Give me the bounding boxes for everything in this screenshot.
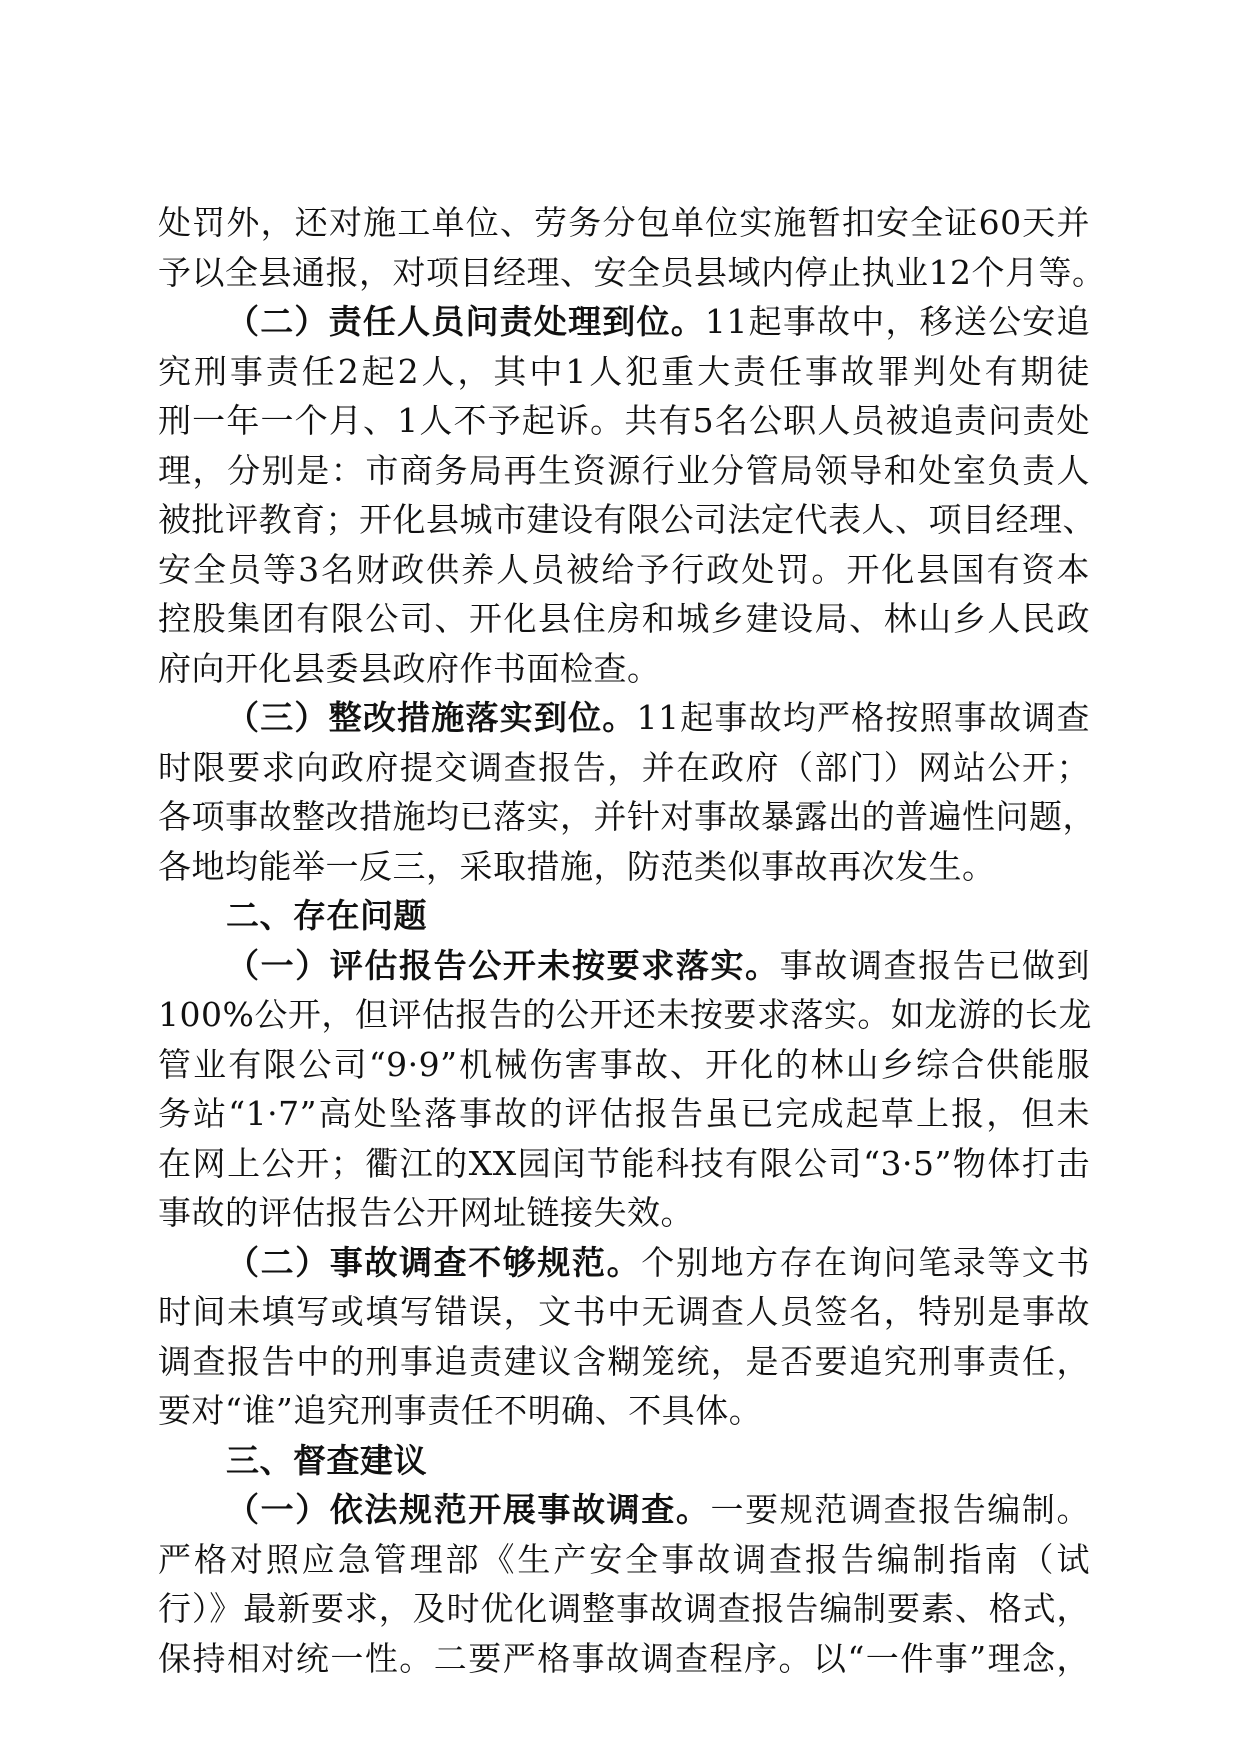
subheading-lead: （一）评估报告公开未按要求落实。 <box>226 945 780 985</box>
body-text: 个别地方存在询问笔录等文书 <box>641 1242 1091 1282</box>
paragraph-first-line <box>158 693 1090 743</box>
body-line: 要对“谁”追究刑事责任不明确、不具体。 <box>158 1391 763 1430</box>
body-line: 严格对照应急管理部《生产安全事故调查报告编制指南（试 <box>158 1539 1090 1579</box>
body-line: 各项事故整改措施均已落实，并针对事故暴露出的普遍性问题， <box>158 797 1096 836</box>
paragraph-first-line <box>158 1485 1090 1535</box>
body-text: 11起事故中，移送公安追 <box>704 302 1090 341</box>
body-line: 行）》最新要求，及时优化调整事故调查报告编制要素、格式， <box>158 1589 1090 1628</box>
subheading-lead: （一）依法规范开展事故调查。 <box>226 1490 711 1529</box>
subheading-lead: （三）整改措施落实到位。 <box>226 698 637 737</box>
body-text: 一要规范调查报告编制。 <box>710 1490 1091 1529</box>
subheading-lead: （二）责任人员问责处理到位。 <box>226 302 705 341</box>
body-line: 究刑事责任2起2人，其中1人犯重大责任事故罪判处有期徒 <box>158 351 1090 391</box>
body-line: 理，分别是：市商务局再生资源行业分管局领导和处室负责人 <box>158 450 1090 490</box>
body-line: 予以全县通报，对项目经理、安全员县域内停止执业12个月等。 <box>158 252 1106 292</box>
body-line: 安全员等3名财政供养人员被给予行政处罚。开化县国有资本 <box>158 549 1090 589</box>
body-line: 事故的评估报告公开网址链接失效。 <box>158 1193 694 1232</box>
body-text: 事故调查报告已做到 <box>779 945 1091 985</box>
body-line: 调查报告中的刑事追责建议含糊笼统，是否要追究刑事责任， <box>158 1341 1090 1381</box>
paragraph-first-line <box>158 297 1090 347</box>
body-line: 控股集团有限公司、开化县住房和城乡建设局、林山乡人民政 <box>158 599 1090 638</box>
section-heading: 三、督查建议 <box>226 1440 427 1480</box>
body-line: 各地均能举一反三，采取措施，防范类似事故再次发生。 <box>158 846 996 886</box>
paragraph-first-line <box>158 1238 1090 1288</box>
subheading-lead: （二）事故调查不够规范。 <box>226 1242 642 1282</box>
body-line: 时间未填写或填写错误，文书中无调查人员签名，特别是事故 <box>158 1292 1090 1331</box>
body-line: 管业有限公司“9·9”机械伤害事故、开化的林山乡综合供能服 <box>158 1044 1090 1084</box>
body-line: 100%公开，但评估报告的公开还未按要求落实。如龙游的长龙 <box>158 995 1092 1034</box>
body-line: 务站“1·7”高处坠落事故的评估报告虽已完成起草上报，但未 <box>158 1094 1090 1133</box>
document-page <box>158 198 1106 1683</box>
body-line: 刑一年一个月、1人不予起诉。共有5名公职人员被追责问责处 <box>158 401 1090 440</box>
body-line: 时限要求向政府提交调查报告，并在政府（部门）网站公开； <box>158 747 1090 787</box>
body-text: 11起事故均严格按照事故调查 <box>636 698 1090 737</box>
body-line: 被批评教育；开化县城市建设有限公司法定代表人、项目经理、 <box>158 500 1096 539</box>
section-heading: 二、存在问题 <box>226 896 427 935</box>
paragraph-first-line <box>158 941 1090 991</box>
body-line: 保持相对统一性。二要严格事故调查程序。以“一件事”理念， <box>158 1638 1090 1678</box>
body-line: 府向开化县委县政府作书面检查。 <box>158 648 661 688</box>
body-line: 处罚外，还对施工单位、劳务分包单位实施暂扣安全证60天并 <box>158 203 1090 242</box>
body-line: 在网上公开；衢江的XX园闰节能科技有限公司“3·5”物体打击 <box>158 1143 1090 1183</box>
